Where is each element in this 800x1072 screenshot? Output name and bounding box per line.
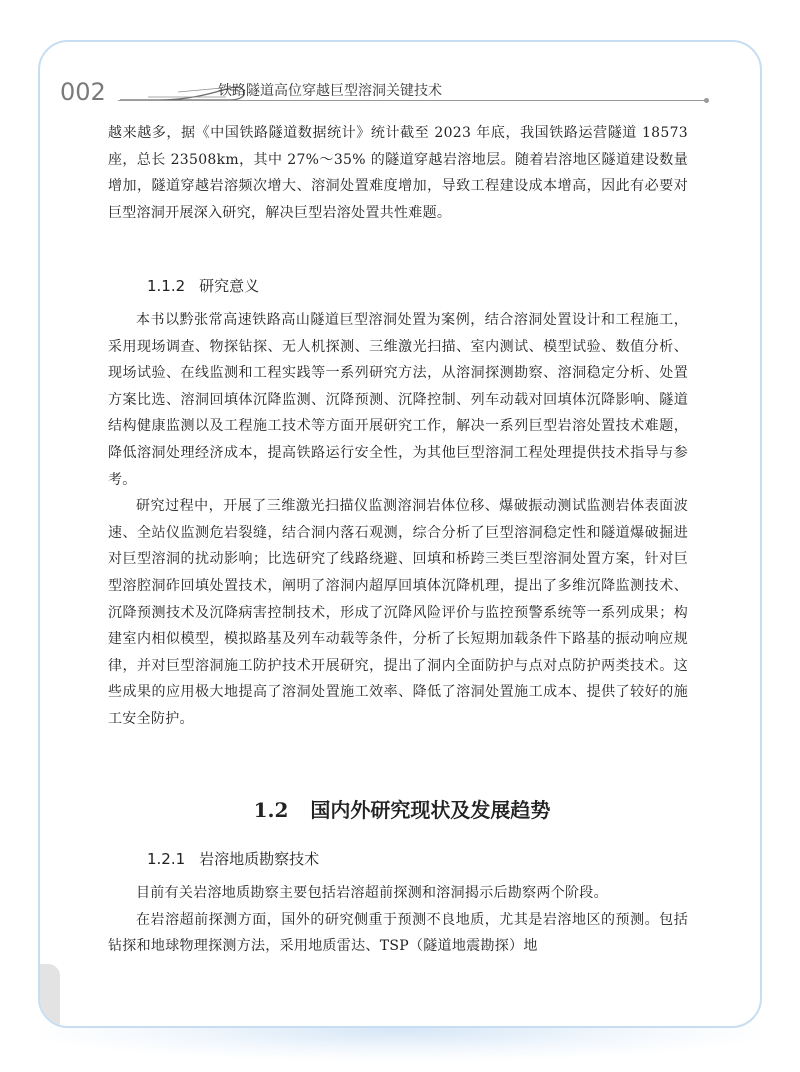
paragraph: 目前有关岩溶地质勘察主要包括岩溶超前探测和溶洞揭示后勘察两个阶段。 [136, 885, 608, 901]
page-number: 002 [60, 78, 106, 106]
paragraph: 本书以黔张常高速铁路高山隧道巨型溶洞处置为案例，结合溶洞处置设计和工程施工，采用现场调查、物探钻探、无人机探测、三维激光扫描、室内测试、模型试验、数值分析、现场试验、在线监测和工程实践等一系列研究方法，从溶洞探测勘察、溶洞稳定分析、处置方案比选、溶洞回填体沉降监测、沉降预测、沉降控制、列车动载对回填体沉降影响、隧道结构健康监测以及工程施工技术等方面开展研究工作，解决一系列巨型岩溶处置技术难题，降低溶洞处理经济成本，提高铁路运行安全性，为其他巨型溶洞工程处理提供技术指导与参考。 [108, 312, 688, 488]
karst-survey-text [108, 880, 688, 960]
subsection-title: 研究意义 [199, 277, 260, 295]
subsection-number: 1.2.1 [147, 850, 186, 868]
book-page [38, 40, 762, 1028]
section-heading-1-2 [38, 794, 762, 823]
header-rule-dot [704, 98, 709, 103]
paragraph: 在岩溶超前探测方面，国外的研究侧重于预测不良地质，尤其是岩溶地区的预测。包括钻探和地球物理探测方法，采用地质雷达、TSP（隧道地震勘探）地 [108, 911, 688, 955]
intro-paragraph: 越来越多，据《中国铁路隧道数据统计》统计截至 2023 年底，我国铁路运营隧道 18573 座，总长 23508km，其中 27%～35% 的隧道穿越岩溶地层。随着岩溶地区隧道建设数量增加，隧道穿越岩溶频次增大、溶洞处置难度增加，导致工程建设成本增高，因此有必要对巨型溶洞开展深入研究，解决巨型岩溶处置共性难题。 [108, 125, 688, 221]
section-number: 1.2 [253, 798, 289, 822]
subsection-heading-1-1-2 [147, 275, 259, 296]
book-title: 铁路隧道高位穿越巨型溶洞关键技术 [218, 83, 442, 99]
subsection-heading-1-2-1 [147, 848, 319, 869]
subsection-title: 岩溶地质勘察技术 [199, 850, 320, 868]
page-corner-tab [40, 964, 60, 1026]
running-header [60, 76, 710, 106]
section-title: 国内外研究现状及发展趋势 [310, 798, 551, 822]
subsection-number: 1.1.2 [147, 277, 186, 295]
intro-text [108, 120, 688, 226]
research-significance-text [108, 307, 688, 733]
header-rule [118, 100, 708, 101]
paragraph: 研究过程中，开展了三维激光扫描仪监测溶洞岩体位移、爆破振动测试监测岩体表面波速、全站仪监测危岩裂缝，结合洞内落石观测，综合分析了巨型溶洞稳定性和隧道爆破掘进对巨型溶洞的扰动影响；比选研究了线路绕避、回填和桥跨三类巨型溶洞处置方案，针对巨型溶腔洞砟回填处置技术，阐明了溶洞内超厚回填体沉降机理，提出了多维沉降监测技术、沉降预测技术及沉降病害控制技术，形成了沉降风险评价与监控预警系统等一系列成果；构建室内相似模型，模拟路基及列车动载等条件，分析了长短期加载条件下路基的振动响应规律，并对巨型溶洞施工防护技术开展研究，提出了洞内全面防护与点对点防护两类技术。这些成果的应用极大地提高了溶洞处置施工效率、降低了溶洞处置施工成本、提供了较好的施工安全防护。 [108, 498, 688, 727]
